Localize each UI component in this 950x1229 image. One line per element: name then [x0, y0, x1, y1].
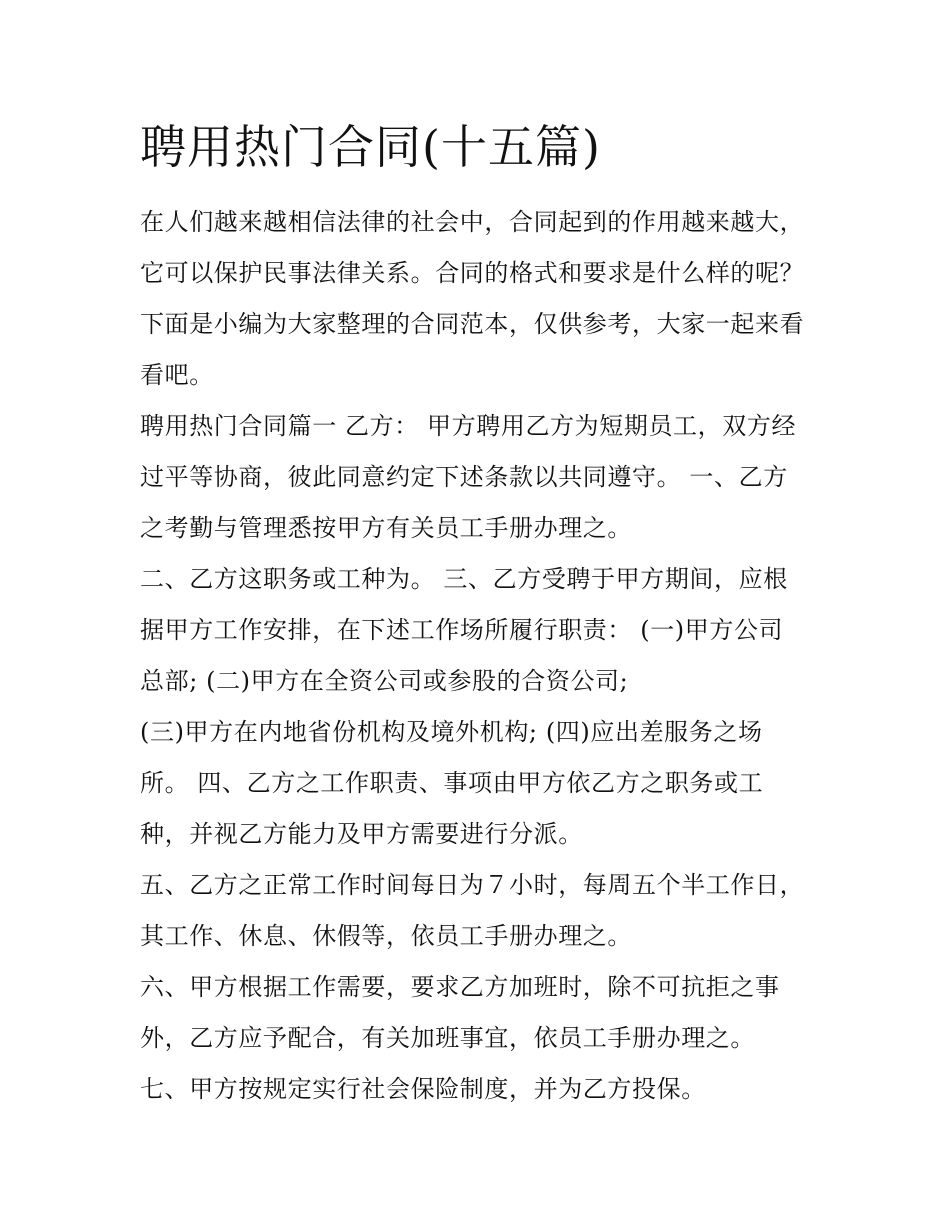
document-body	[140, 197, 820, 1115]
body-line: 所。 四、乙方之工作职责、事项由甲方依乙方之职务或工	[140, 769, 764, 797]
body-line: 在人们越来越相信法律的社会中，合同起到的作用越来越大，	[140, 208, 805, 236]
body-line: 过平等协商，彼此同意约定下述条款以共同遵守。 一、乙方	[140, 463, 788, 491]
document-title: 聘用热门合同(十五篇)	[140, 120, 601, 174]
body-line: 其工作、休息、休假等，依员工手册办理之。	[140, 922, 632, 950]
body-line: (三)甲方在内地省份机构及境外机构; (四)应出差服务之场	[140, 718, 763, 746]
body-line: 下面是小编为大家整理的合同范本，仅供参考，大家一起来看	[140, 310, 805, 338]
body-line: 聘用热门合同篇一 乙方： 甲方聘用乙方为短期员工，双方经	[140, 412, 797, 440]
body-line: 总部; (二)甲方在全资公司或参股的合资公司;	[140, 667, 629, 695]
body-line: 七、甲方按规定实行社会保险制度，并为乙方投保。	[140, 1075, 706, 1103]
body-line: 看吧。	[140, 361, 214, 389]
body-line: 二、乙方这职务或工种为。 三、乙方受聘于甲方期间，应根	[140, 565, 788, 593]
body-line: 之考勤与管理悉按甲方有关员工手册办理之。	[140, 514, 632, 542]
body-line: 五、乙方之正常工作时间每日为７小时，每周五个半工作日，	[140, 871, 805, 899]
body-line: 种，并视乙方能力及甲方需要进行分派。	[140, 820, 583, 848]
body-line: 据甲方工作安排，在下述工作场所履行职责： (一)甲方公司	[140, 616, 784, 644]
body-line: 它可以保护民事法律关系。合同的格式和要求是什么样的呢？	[140, 259, 805, 287]
body-line: 六、甲方根据工作需要，要求乙方加班时，除不可抗拒之事	[140, 973, 780, 1001]
body-line: 外，乙方应予配合，有关加班事宜，依员工手册办理之。	[140, 1024, 755, 1052]
